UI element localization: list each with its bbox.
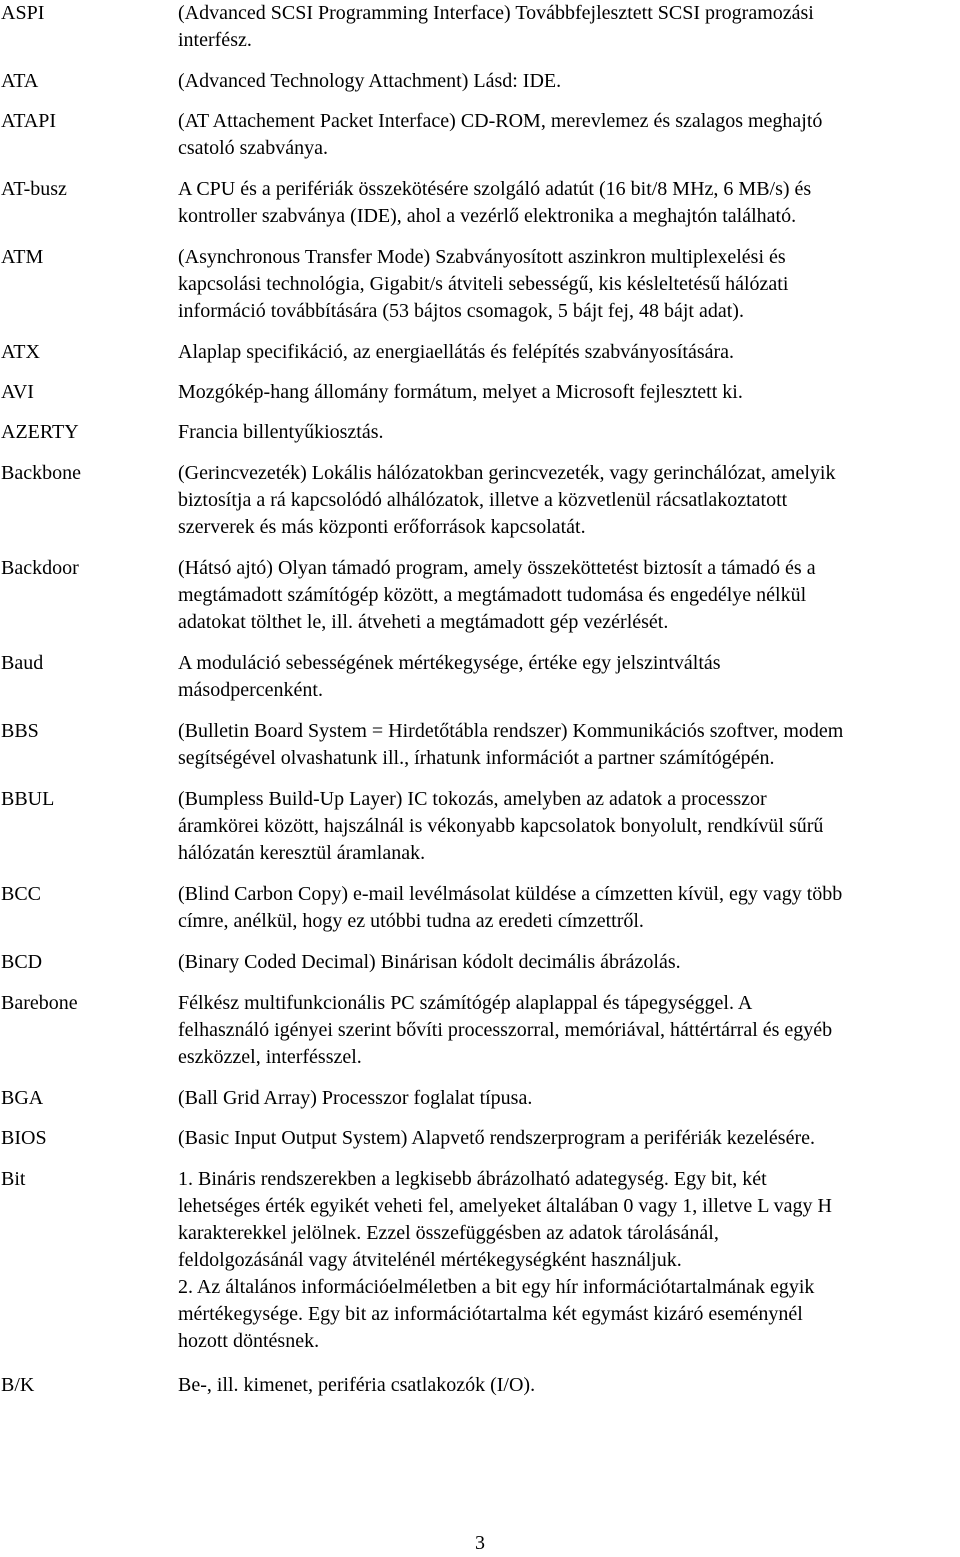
definition-line: Félkész multifunkcionális PC számítógép alaplappal és tápegységgel. A [178, 992, 753, 1014]
definition-line: megtámadott számítógép között, a megtámadott tudomása és engedélye nélkül [178, 584, 807, 606]
term: Backbone [1, 462, 81, 484]
definition-line: kapcsolási technológia, Gigabit/s átviteli sebességű, kis késleltetésű hálózati [178, 273, 789, 295]
definition-line: lehetséges érték egyikét veheti fel, amelyeket általában 0 vagy 1, illetve L vagy H [178, 1195, 832, 1217]
definition [178, 949, 958, 976]
term: BCD [1, 951, 43, 973]
definition-line: (Asynchronous Transfer Mode) Szabványosított aszinkron multiplexelési és [178, 246, 786, 268]
definition-line: csatoló szabványa. [178, 137, 328, 159]
definition [178, 68, 958, 95]
term: Backdoor [1, 557, 79, 579]
term: ATA [1, 70, 39, 92]
definition-line: A moduláció sebességének mértékegysége, értéke egy jelszintváltás [178, 652, 721, 674]
definition-line: 1. Bináris rendszerekben a legkisebb ábrázolható adategység. Egy bit, két [178, 1168, 767, 1190]
definition-line: adatokat tölthet le, ill. átveheti a megtámadott gép vezérlését. [178, 611, 669, 633]
definition-line: (Blind Carbon Copy) e-mail levélmásolat küldése a címzetten kívül, egy vagy több [178, 883, 843, 905]
definition-line: (Bulletin Board System = Hirdetőtábla rendszer) Kommunikációs szoftver, modem [178, 720, 844, 742]
definition [178, 460, 958, 541]
definition [178, 339, 958, 366]
term: BBS [1, 720, 39, 742]
definition [178, 1372, 958, 1399]
definition-line: interfész. [178, 29, 252, 51]
term: BGA [1, 1087, 44, 1109]
definition-line: eszközzel, interfésszel. [178, 1046, 362, 1068]
definition-line: hálózatán keresztül áramlanak. [178, 842, 426, 864]
definition [178, 244, 958, 325]
term: AZERTY [1, 421, 79, 443]
definition-line: Francia billentyűkiosztás. [178, 421, 384, 443]
definition-line: hozott döntésnek. [178, 1330, 320, 1352]
definition-line: (Advanced Technology Attachment) Lásd: IDE. [178, 70, 562, 92]
definition [178, 176, 958, 230]
definition-line: (AT Attachement Packet Interface) CD-ROM, merevlemez és szalagos meghajtó [178, 110, 823, 132]
definition [178, 786, 958, 867]
definition [178, 718, 958, 772]
term: AVI [1, 381, 34, 403]
definition-line: Be-, ill. kimenet, periféria csatlakozók (I/O). [178, 1374, 536, 1396]
term: AT-busz [1, 178, 67, 200]
definition [178, 379, 958, 406]
definition [178, 1166, 958, 1355]
definition-line: másodpercenként. [178, 679, 323, 701]
definition [178, 1085, 958, 1112]
definition-line: segítségével olvashatunk ill., írhatunk információt a partner számítógépén. [178, 747, 775, 769]
definition [178, 0, 958, 54]
definition-line: Alaplap specifikáció, az energiaellátás és felépítés szabványosítására. [178, 341, 735, 363]
definition-line: (Basic Input Output System) Alapvető rendszerprogram a perifériák kezelésére. [178, 1127, 815, 1149]
definition-line: kontroller szabványa (IDE), ahol a vezérlő elektronika a meghajtón található. [178, 205, 797, 227]
definition [178, 555, 958, 636]
definition-line: (Hátsó ajtó) Olyan támadó program, amely összeköttetést biztosít a támadó és a [178, 557, 816, 579]
definition [178, 419, 958, 446]
definition-line: szerverek és más központi erőforrások kapcsolatát. [178, 516, 586, 538]
definition [178, 990, 958, 1071]
definition-line: biztosítja a rá kapcsolódó alhálózatok, illetve a közvetlenül rácsatlakoztatott [178, 489, 788, 511]
term: Baud [1, 652, 44, 674]
definition-line: (Ball Grid Array) Processzor foglalat típusa. [178, 1087, 533, 1109]
definition [178, 881, 958, 935]
definition-line: A CPU és a perifériák összekötésére szolgáló adatút (16 bit/8 MHz, 6 MB/s) és [178, 178, 812, 200]
term: ATX [1, 341, 40, 363]
definition [178, 650, 958, 704]
definition [178, 108, 958, 162]
definition-line: Mozgókép-hang állomány formátum, melyet a Microsoft fejlesztett ki. [178, 381, 743, 403]
definition-line: (Gerincvezeték) Lokális hálózatokban gerincvezeték, vagy gerinchálózat, amelyik [178, 462, 836, 484]
term: BCC [1, 883, 42, 905]
definition-line: (Bumpless Build-Up Layer) IC tokozás, amelyben az adatok a processzor [178, 788, 767, 810]
term: BBUL [1, 788, 55, 810]
definition-line: áramkörei között, hajszálnál is vékonyabb kapcsolatok bonyolult, rendkívül sűrű [178, 815, 824, 837]
definition-line: címre, anélkül, hogy ez utóbbi tudna az eredeti címzettről. [178, 910, 644, 932]
term: ATAPI [1, 110, 57, 132]
term: ATM [1, 246, 44, 268]
definition-line: karakterekkel jelölnek. Ezzel összefüggésben az adatok tárolásánál, [178, 1222, 719, 1244]
term: B/K [1, 1374, 35, 1396]
definition-line: feldolgozásánál vagy átvitelénél mértékegységként használjuk. [178, 1249, 682, 1271]
definition-line: (Advanced SCSI Programming Interface) Továbbfejlesztett SCSI programozási [178, 2, 814, 24]
term: Barebone [1, 992, 78, 1014]
term: Bit [1, 1168, 26, 1190]
definition-line: mértékegysége. Egy bit az információtartalma két egymást kizáró eseménynél [178, 1303, 803, 1325]
definition-line: (Binary Coded Decimal) Binárisan kódolt decimális ábrázolás. [178, 951, 681, 973]
definition-line: 2. Az általános információelméletben a bit egy hír információtartalmának egyik [178, 1276, 815, 1298]
page-number: 3 [475, 1532, 485, 1554]
definition-line: információ továbbítására (53 bájtos csomagok, 5 bájt fej, 48 bájt adat). [178, 300, 744, 322]
term: ASPI [1, 2, 45, 24]
definition [178, 1125, 958, 1152]
term: BIOS [1, 1127, 47, 1149]
definition-line: felhasználó igényei szerint bővíti processzorral, memóriával, háttértárral és egyéb [178, 1019, 833, 1041]
